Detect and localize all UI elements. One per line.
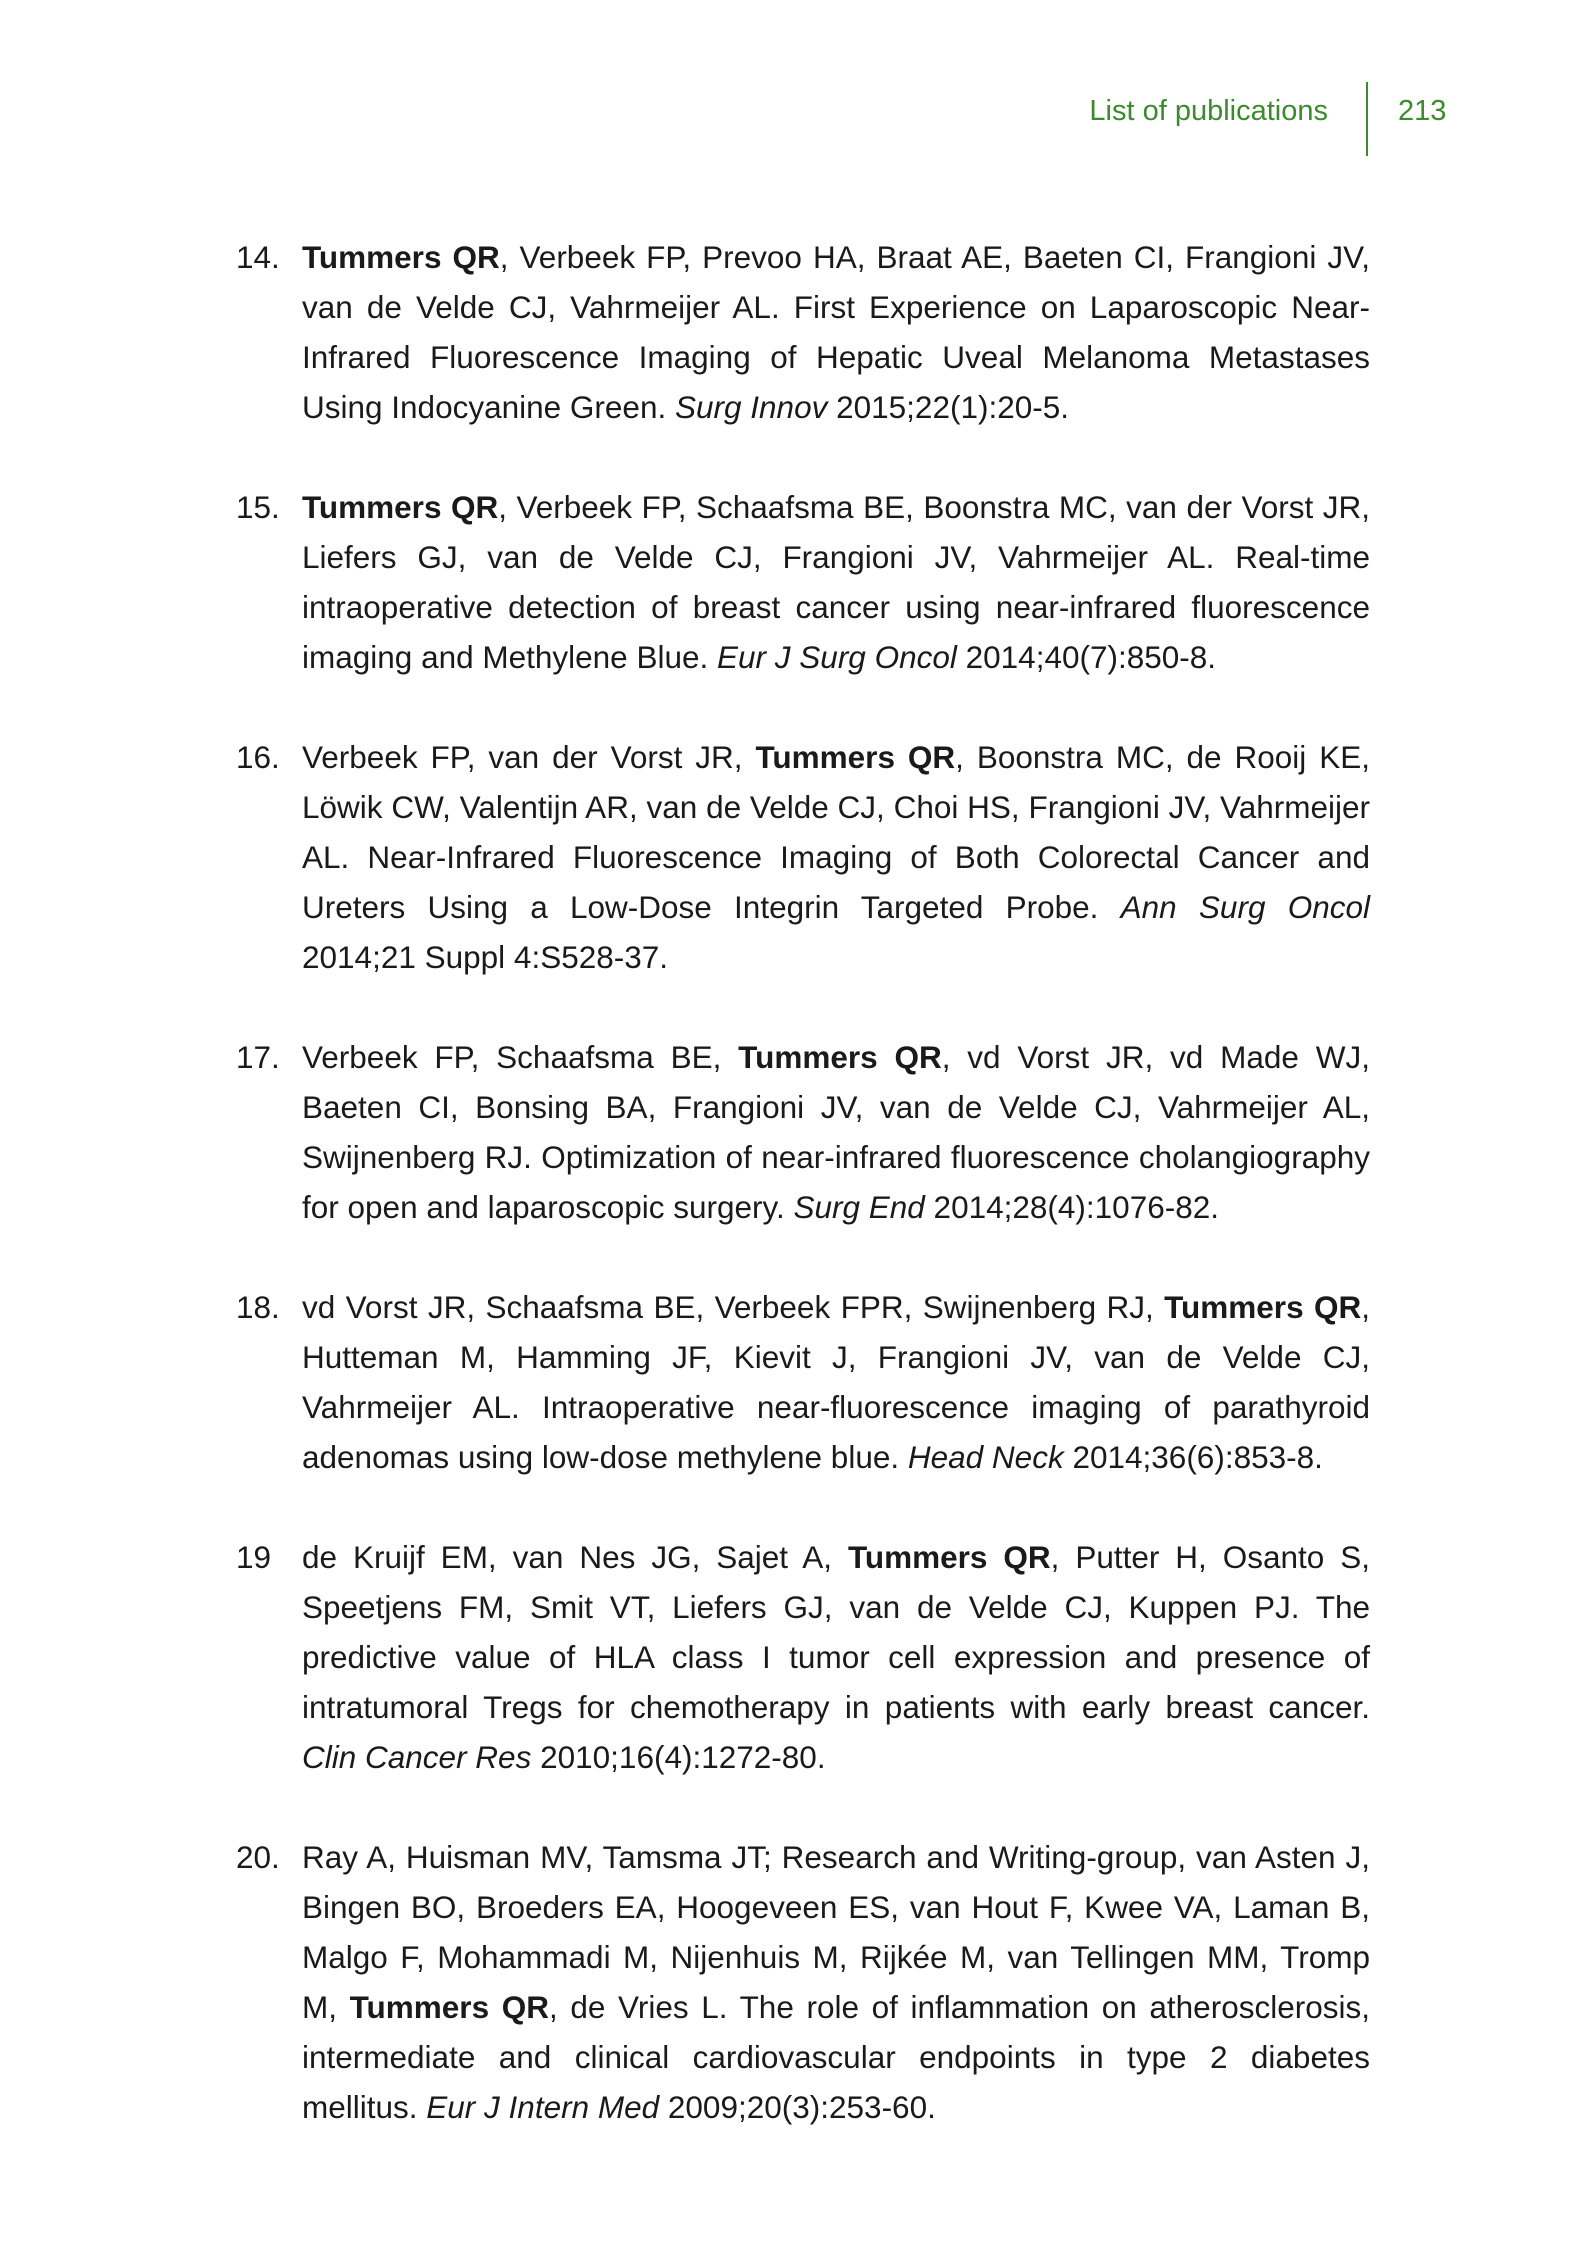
- journal-name: Clin Cancer Res: [302, 1739, 532, 1775]
- publication-item: [236, 482, 1370, 682]
- header-divider: [1366, 82, 1368, 156]
- authors-title: , Putter H, Osanto S, Speetjens FM, Smit VT, Liefers GJ, van de Velde CJ, Kuppen PJ. The predictive value of HLA class I tumor cell expression and presence of intratumoral Tregs for chemotherapy in patients with early breast cancer.: [302, 1539, 1371, 1725]
- authors-title: , Verbeek FP, Schaafsma BE, Boonstra MC, van der Vorst JR, Liefers GJ, van de Velde CJ, Frangioni JV, Vahrmeijer AL. Real-time intraoperative detection of breast cancer using near-infrared fluorescence imaging and Methylene Blue.: [302, 489, 1371, 675]
- citation-details: 2015;22(1):20-5.: [827, 389, 1070, 425]
- publication-number: 18.: [236, 1289, 280, 1325]
- publication-text: [302, 1839, 1370, 2125]
- publication-text: [302, 239, 1370, 425]
- citation-details: 2010;16(4):1272-80.: [531, 1739, 826, 1775]
- publication-text: [302, 739, 1370, 975]
- publication-number: 15.: [236, 489, 280, 525]
- publication-item: [236, 232, 1370, 432]
- section-title: List of publications: [1089, 95, 1328, 127]
- publication-number: 17.: [236, 1039, 280, 1075]
- publication-number: 16.: [236, 739, 280, 775]
- publication-text: [302, 1539, 1370, 1775]
- authors-before: Ray A, Huisman MV, Tamsma JT; Research and Writing-group, van Asten J, Bingen BO, Broeders EA, Hoogeveen ES, van Hout F, Kwee VA, Laman B, Malgo F, Mohammadi M, Nijenhuis M, Rijkée M, van Tellingen MM, Tromp M,: [302, 1839, 1370, 2025]
- journal-name: Eur J Surg Oncol: [717, 639, 957, 675]
- publication-list: [236, 232, 1370, 2182]
- publication-number: 19: [236, 1539, 272, 1575]
- publication-number: 14.: [236, 239, 280, 275]
- highlighted-author: Tummers QR: [302, 239, 500, 275]
- highlighted-author: Tummers QR: [302, 489, 499, 525]
- journal-name: Surg Innov: [674, 389, 828, 425]
- page-number: 213: [1398, 95, 1447, 127]
- authors-title: , de Vries L. The role of inflammation on atherosclerosis, intermediate and clinical cardiovascular endpoints in type 2 diabetes mellitus.: [302, 1989, 1370, 2125]
- authors-title: , Hutteman M, Hamming JF, Kievit J, Frangioni JV, van de Velde CJ, Vahrmeijer AL. Intraoperative near-fluorescence imaging of parathyroid adenomas using low-dose methylene blue.: [302, 1289, 1370, 1475]
- publication-text: [302, 1039, 1370, 1225]
- journal-name: Surg End: [793, 1189, 925, 1225]
- publication-text: [302, 1289, 1370, 1475]
- authors-before: Verbeek FP, Schaafsma BE,: [302, 1039, 739, 1075]
- citation-details: 2009;20(3):253-60.: [659, 2089, 936, 2125]
- page-header: [0, 88, 1593, 168]
- highlighted-author: Tummers QR: [847, 1539, 1051, 1575]
- citation-details: 2014;36(6):853-8.: [1063, 1439, 1323, 1475]
- journal-name: Head Neck: [907, 1439, 1064, 1475]
- citation-details: 2014;21 Suppl 4:S528-37.: [302, 939, 669, 975]
- citation-details: 2014;28(4):1076-82.: [924, 1189, 1220, 1225]
- journal-name: Eur J Intern Med: [426, 2089, 660, 2125]
- publication-item: [236, 1832, 1370, 2132]
- publication-item: [236, 1282, 1370, 1482]
- publication-number: 20.: [236, 1839, 280, 1875]
- authors-title: , vd Vorst JR, vd Made WJ, Baeten CI, Bonsing BA, Frangioni JV, van de Velde CJ, Vahrmeijer AL, Swijnenberg RJ. Optimization of near-infrared fluorescence cholangiography for open and laparoscopic surgery.: [302, 1039, 1370, 1225]
- authors-before: Verbeek FP, van der Vorst JR,: [302, 739, 756, 775]
- authors-title: , Boonstra MC, de Rooij KE, Löwik CW, Valentijn AR, van de Velde CJ, Choi HS, Frangioni JV, Vahrmeijer AL. Near-Infrared Fluorescence Imaging of Both Colorectal Cancer and Ureters Using a Low-Dose Integrin Targeted Probe.: [302, 739, 1370, 925]
- citation-details: 2014;40(7):850-8.: [956, 639, 1217, 675]
- publication-item: [236, 732, 1370, 982]
- authors-title: , Verbeek FP, Prevoo HA, Braat AE, Baeten CI, Frangioni JV, van de Velde CJ, Vahrmeijer AL. First Experience on Laparoscopic Near-Infrared Fluorescence Imaging of Hepatic Uveal Melanoma Metastases Using Indocyanine Green.: [302, 239, 1370, 425]
- journal-name: Ann Surg Oncol: [1120, 889, 1370, 925]
- publication-item: [236, 1032, 1370, 1232]
- highlighted-author: Tummers QR: [349, 1989, 549, 2025]
- authors-before: vd Vorst JR, Schaafsma BE, Verbeek FPR, Swijnenberg RJ,: [302, 1289, 1165, 1325]
- authors-before: de Kruijf EM, van Nes JG, Sajet A,: [302, 1539, 848, 1575]
- publication-item: [236, 1532, 1370, 1782]
- highlighted-author: Tummers QR: [738, 1039, 942, 1075]
- highlighted-author: Tummers QR: [1164, 1289, 1362, 1325]
- publication-text: [302, 489, 1370, 675]
- highlighted-author: Tummers QR: [755, 739, 956, 775]
